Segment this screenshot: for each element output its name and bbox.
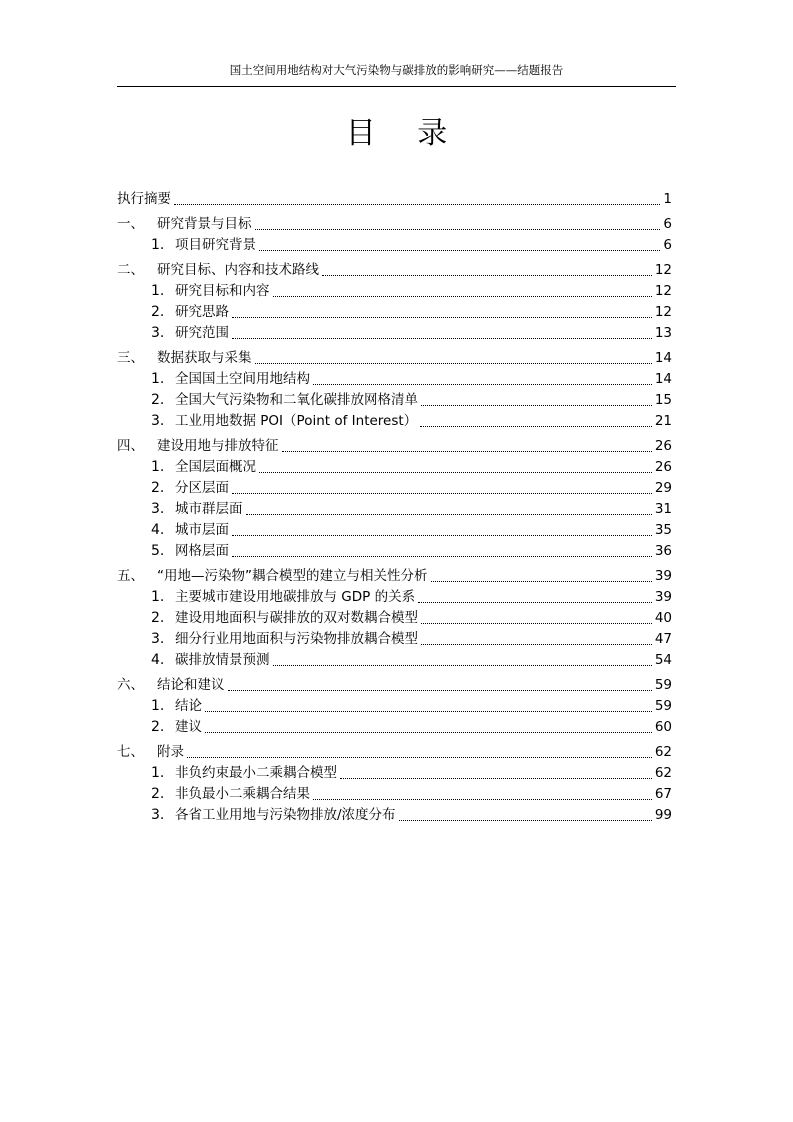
- toc-entry[interactable]: [117, 189, 672, 210]
- toc-dot-leader: [255, 363, 652, 364]
- toc-entry-number: 2.: [151, 719, 165, 735]
- toc-entry[interactable]: [117, 742, 672, 763]
- toc-entry-number: 三、: [117, 350, 144, 366]
- toc-dot-leader: [246, 514, 652, 515]
- toc-entry-number: 3.: [151, 413, 165, 429]
- toc-dot-leader: [273, 665, 652, 666]
- toc-entry-label: 建设用地面积与碳排放的双对数耦合模型: [175, 610, 418, 626]
- toc-entry-number: 5.: [151, 543, 165, 559]
- toc-entry-number: 1.: [151, 371, 165, 387]
- toc-entry-label: 建设用地与排放特征: [157, 438, 279, 454]
- toc-dot-leader: [421, 623, 652, 624]
- toc-entry-page-number: 67: [654, 786, 672, 802]
- toc-entry[interactable]: [117, 281, 672, 302]
- toc-entry-label: 全国大气污染物和二氧化碳排放网格清单: [175, 392, 418, 408]
- toc-entry-label: 研究范围: [175, 325, 229, 341]
- toc-entry-number: 1.: [151, 589, 165, 605]
- toc-entry-page-number: 62: [654, 744, 672, 760]
- toc-dot-leader: [431, 581, 652, 582]
- toc-entry-number: 二、: [117, 262, 144, 278]
- toc-entry-number: 1.: [151, 283, 165, 299]
- toc-entry-number: 五、: [117, 568, 144, 584]
- toc-entry-number: 1.: [151, 765, 165, 781]
- toc-entry-label: 全国国土空间用地结构: [175, 371, 310, 387]
- toc-entry[interactable]: [117, 784, 672, 805]
- toc-entry-page-number: 39: [654, 568, 672, 584]
- toc-entry-number: 4.: [151, 652, 165, 668]
- toc-entry-label: 网格层面: [175, 543, 229, 559]
- toc-entry-page-number: 29: [654, 480, 672, 496]
- toc-entry-number: 3.: [151, 631, 165, 647]
- toc-dot-leader: [322, 275, 652, 276]
- toc-entry-page-number: 54: [654, 652, 672, 668]
- toc-entry[interactable]: [117, 260, 672, 281]
- toc-entry-number: 1.: [151, 698, 165, 714]
- toc-entry-label: 建议: [175, 719, 202, 735]
- toc-dot-leader: [187, 757, 652, 758]
- toc-dot-leader: [232, 317, 652, 318]
- toc-entry-label: “用地—污染物”耦合模型的建立与相关性分析: [157, 568, 428, 584]
- toc-entry-page-number: 6: [663, 237, 672, 253]
- toc-entry-label: 分区层面: [175, 480, 229, 496]
- toc-entry-page-number: 21: [654, 413, 672, 429]
- toc-entry[interactable]: [117, 411, 672, 432]
- toc-entry-label: 附录: [157, 744, 184, 760]
- toc-entry-page-number: 99: [654, 807, 672, 823]
- toc-entry[interactable]: [117, 587, 672, 608]
- toc-entry[interactable]: [117, 478, 672, 499]
- toc-entry[interactable]: [117, 675, 672, 696]
- toc-dot-leader: [421, 405, 652, 406]
- toc-dot-leader: [399, 820, 652, 821]
- toc-entry-label: 全国层面概况: [175, 459, 256, 475]
- toc-entry-label: 研究思路: [175, 304, 229, 320]
- toc-entry[interactable]: [117, 499, 672, 520]
- toc-entry[interactable]: [117, 214, 672, 235]
- toc-entry-page-number: 26: [654, 438, 672, 454]
- toc-entry-label: 工业用地数据 POI（Point of Interest）: [175, 413, 418, 429]
- toc-entry-number: 2.: [151, 304, 165, 320]
- toc-entry-number: 3.: [151, 325, 165, 341]
- toc-entry-page-number: 47: [654, 631, 672, 647]
- toc-entry[interactable]: [117, 629, 672, 650]
- toc-entry[interactable]: [117, 436, 672, 457]
- toc-dot-leader: [273, 296, 652, 297]
- toc-entry-page-number: 1: [663, 191, 672, 207]
- toc-entry[interactable]: [117, 650, 672, 671]
- toc-dot-leader: [421, 644, 652, 645]
- toc-entry[interactable]: [117, 566, 672, 587]
- toc-entry-number: 4.: [151, 522, 165, 538]
- toc-entry-page-number: 13: [654, 325, 672, 341]
- toc-entry-label: 非负最小二乘耦合结果: [175, 786, 310, 802]
- table-of-contents: [117, 189, 672, 826]
- toc-entry-label: 执行摘要: [117, 191, 171, 207]
- toc-entry-page-number: 36: [654, 543, 672, 559]
- toc-dot-leader: [228, 690, 652, 691]
- toc-entry[interactable]: [117, 520, 672, 541]
- toc-entry-label: 城市层面: [175, 522, 229, 538]
- toc-entry-number: 一、: [117, 216, 144, 232]
- toc-entry-number: 2.: [151, 392, 165, 408]
- toc-entry-page-number: 14: [654, 350, 672, 366]
- toc-dot-leader: [313, 384, 652, 385]
- toc-entry-label: 非负约束最小二乘耦合模型: [175, 765, 337, 781]
- toc-dot-leader: [232, 338, 652, 339]
- toc-entry-page-number: 6: [663, 216, 672, 232]
- toc-dot-leader: [232, 493, 652, 494]
- toc-entry-label: 研究目标、内容和技术路线: [157, 262, 319, 278]
- toc-dot-leader: [232, 556, 652, 557]
- toc-entry-page-number: 14: [654, 371, 672, 387]
- toc-dot-leader: [259, 250, 660, 251]
- toc-entry[interactable]: [117, 457, 672, 478]
- toc-entry-number: 2.: [151, 786, 165, 802]
- toc-dot-leader: [282, 451, 652, 452]
- toc-dot-leader: [340, 778, 652, 779]
- toc-entry-page-number: 59: [654, 677, 672, 693]
- toc-entry-page-number: 31: [654, 501, 672, 517]
- toc-entry-number: 四、: [117, 438, 144, 454]
- toc-entry-page-number: 39: [654, 589, 672, 605]
- toc-entry-page-number: 12: [654, 304, 672, 320]
- toc-entry-label: 项目研究背景: [175, 237, 256, 253]
- toc-entry-page-number: 59: [654, 698, 672, 714]
- toc-entry[interactable]: [117, 541, 672, 562]
- toc-entry-label: 主要城市建设用地碳排放与 GDP 的关系: [175, 589, 416, 605]
- toc-dot-leader: [205, 711, 652, 712]
- toc-entry[interactable]: [117, 235, 672, 256]
- toc-entry[interactable]: [117, 805, 672, 826]
- toc-dot-leader: [313, 799, 652, 800]
- toc-entry-number: 1.: [151, 459, 165, 475]
- toc-entry-number: 3.: [151, 807, 165, 823]
- toc-entry-number: 2.: [151, 480, 165, 496]
- toc-dot-leader: [255, 229, 661, 230]
- toc-entry-page-number: 62: [654, 765, 672, 781]
- toc-entry[interactable]: [117, 369, 672, 390]
- toc-entry-label: 各省工业用地与污染物排放/浓度分布: [175, 807, 396, 823]
- toc-dot-leader: [205, 732, 652, 733]
- toc-entry-label: 研究背景与目标: [157, 216, 252, 232]
- toc-entry-page-number: 12: [654, 262, 672, 278]
- header-divider: [117, 86, 676, 87]
- toc-entry-page-number: 40: [654, 610, 672, 626]
- toc-entry-page-number: 26: [654, 459, 672, 475]
- toc-dot-leader: [420, 426, 652, 427]
- toc-entry-number: 1.: [151, 237, 165, 253]
- toc-entry-page-number: 35: [654, 522, 672, 538]
- toc-entry-label: 细分行业用地面积与污染物排放耦合模型: [175, 631, 418, 647]
- toc-entry-label: 数据获取与采集: [157, 350, 252, 366]
- toc-entry-number: 2.: [151, 610, 165, 626]
- toc-entry-page-number: 12: [654, 283, 672, 299]
- toc-entry-label: 碳排放情景预测: [175, 652, 270, 668]
- toc-entry-number: 六、: [117, 677, 144, 693]
- toc-entry-label: 研究目标和内容: [175, 283, 270, 299]
- toc-entry[interactable]: [117, 763, 672, 784]
- toc-entry[interactable]: [117, 302, 672, 323]
- page-title: 目 录: [345, 116, 464, 151]
- toc-entry-label: 结论和建议: [157, 677, 225, 693]
- toc-entry[interactable]: [117, 717, 672, 738]
- toc-entry-page-number: 15: [654, 392, 672, 408]
- toc-entry[interactable]: [117, 323, 672, 344]
- toc-entry-number: 3.: [151, 501, 165, 517]
- running-header: 国土空间用地结构对大气污染物与碳排放的影响研究——结题报告: [229, 63, 564, 77]
- toc-entry[interactable]: [117, 696, 672, 717]
- toc-dot-leader: [232, 535, 652, 536]
- toc-entry[interactable]: [117, 390, 672, 411]
- toc-entry-label: 结论: [175, 698, 202, 714]
- toc-entry-label: 城市群层面: [175, 501, 243, 517]
- toc-dot-leader: [259, 472, 652, 473]
- toc-dot-leader: [174, 204, 660, 205]
- toc-dot-leader: [418, 602, 652, 603]
- toc-entry[interactable]: [117, 608, 672, 629]
- toc-entry-number: 七、: [117, 744, 144, 760]
- toc-entry-page-number: 60: [654, 719, 672, 735]
- toc-entry[interactable]: [117, 348, 672, 369]
